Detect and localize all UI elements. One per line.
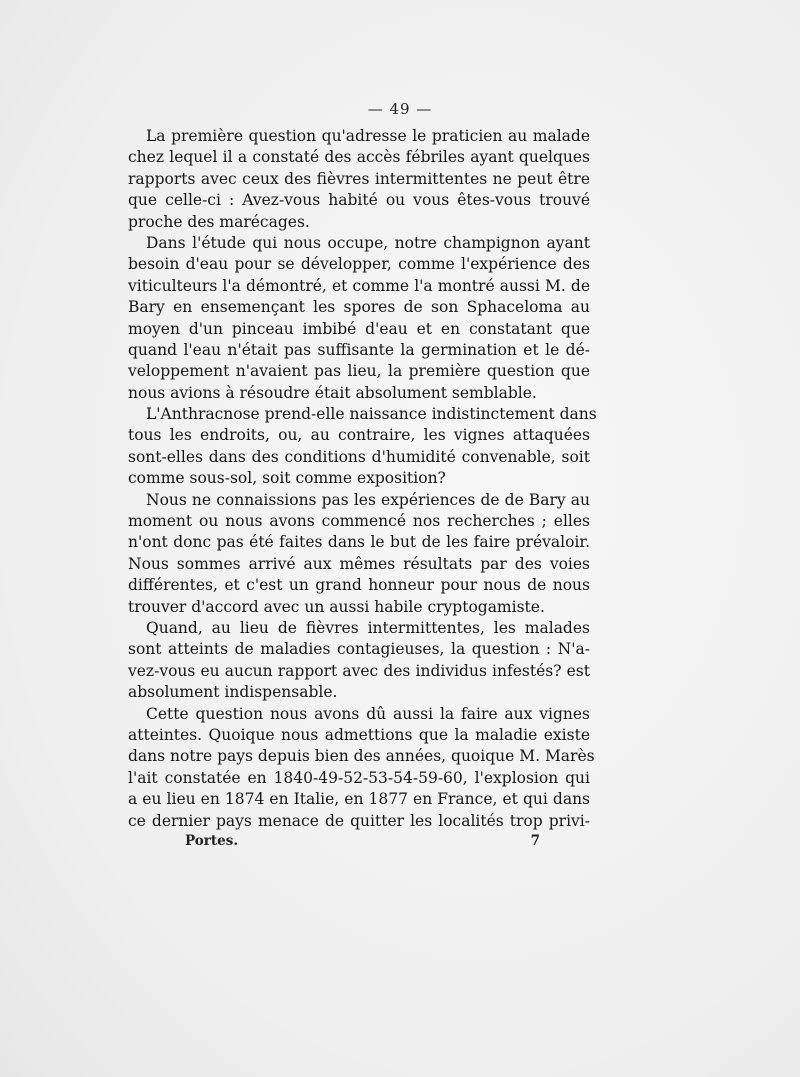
- text-line: sont atteints de maladies contagieuses, la question : N'a-: [128, 640, 590, 659]
- text-line: sont-elles dans des conditions d'humidité convenable, soit: [128, 447, 590, 466]
- text-line: Nous ne connaissions pas les expériences de de Bary au: [146, 490, 590, 509]
- text-line: trouver d'accord avec un aussi habile cryptogamiste.: [128, 597, 545, 616]
- text-line: comme sous-sol, soit comme exposition?: [128, 469, 446, 488]
- text-line: besoin d'eau pour se développer, comme l'expérience des: [128, 255, 590, 274]
- text-line: dans notre pays depuis bien des années, quoique M. Marès: [128, 747, 595, 766]
- text-line: nous avions à résoudre était absolument semblable.: [128, 383, 537, 402]
- text-line: viticulteurs l'a démontré, et comme l'a montré aussi M. de: [128, 276, 590, 295]
- text-line: atteintes. Quoique nous admettions que la maladie existe: [128, 725, 590, 744]
- text-line: rapports avec ceux des fièvres intermittentes ne peut être: [128, 169, 590, 188]
- page-footer: [185, 833, 540, 849]
- text-line: n'ont donc pas été faites dans le but de les faire prévaloir.: [128, 533, 590, 552]
- text-line: Cette question nous avons dû aussi la faire aux vignes: [146, 704, 590, 723]
- text-line: tous les endroits, ou, au contraire, les vignes attaquées: [128, 426, 590, 445]
- text-line: moyen d'un pinceau imbibé d'eau et en constatant que: [128, 319, 590, 338]
- text-line: proche des marécages.: [128, 212, 310, 231]
- footer-author: Portes.: [185, 833, 239, 849]
- text-line: absolument indispensable.: [128, 683, 338, 702]
- text-line: veloppement n'avaient pas lieu, la première question que: [128, 362, 590, 381]
- text-line: Quand, au lieu de fièvres intermittentes, les malades: [146, 618, 590, 637]
- signature-mark: 7: [530, 833, 540, 849]
- text-line: ce dernier pays menace de quitter les localités trop privi-: [128, 811, 590, 830]
- text-line: chez lequel il a constaté des accès fébriles ayant quelques: [128, 148, 590, 167]
- text-line: La première question qu'adresse le praticien au malade: [146, 127, 590, 145]
- text-line: L'Anthracnose prend-elle naissance indistinctement dans: [146, 405, 597, 424]
- text-line: quand l'eau n'était pas suffisante la germination et le dé-: [128, 340, 590, 359]
- text-line: moment ou nous avons commencé nos recherches ; elles: [128, 512, 590, 531]
- text-line: l'ait constatée en 1840-49-52-53-54-59-60, l'explosion qui: [128, 768, 590, 787]
- text-line: Dans l'étude qui nous occupe, notre champignon ayant: [146, 233, 590, 252]
- text-line: différentes, et c'est un grand honneur pour nous de nous: [128, 576, 590, 595]
- text-line: a eu lieu en 1874 en Italie, en 1877 en France, et qui dans: [128, 790, 590, 809]
- text-line: vez-vous eu aucun rapport avec des individus infestés? est: [128, 661, 590, 680]
- text-line: Nous sommes arrivé aux mêmes résultats par des voies: [128, 554, 590, 573]
- body-text: [128, 126, 597, 832]
- page-number: — 49 —: [367, 100, 433, 118]
- text-line: que celle-ci : Avez-vous habité ou vous êtes-vous trouvé: [128, 191, 590, 210]
- text-line: Bary en ensemençant les spores de son Sphaceloma au: [128, 298, 590, 317]
